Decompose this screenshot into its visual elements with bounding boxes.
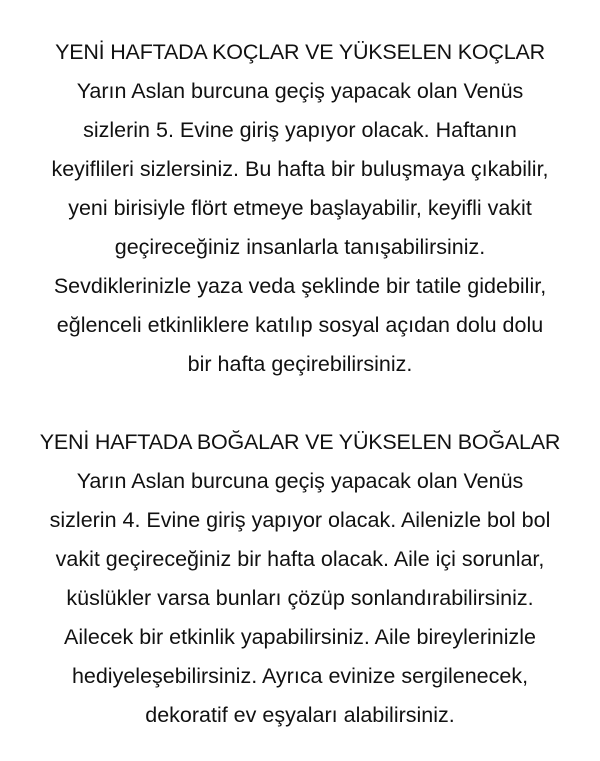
paragraph-line: Yarın Aslan burcuna geçiş yapacak olan Venüs <box>76 79 524 103</box>
paragraph-line: Yarın Aslan burcuna geçiş yapacak olan Venüs <box>76 469 524 493</box>
section-spacer <box>0 384 600 423</box>
paragraph-line: keyiflileri sizlersiniz. Bu hafta bir buluşmaya çıkabilir, <box>51 157 549 181</box>
paragraph-line: yeni birisiyle flört etmeye başlayabilir, keyifli vakit <box>68 196 532 220</box>
paragraph-line: hediyeleşebilirsiniz. Ayrıca evinize sergilenecek, <box>71 664 529 688</box>
section-heading: YENİ HAFTADA BOĞALAR VE YÜKSELEN BOĞALAR <box>39 430 561 454</box>
paragraph-line: vakit geçireceğiniz bir hafta olacak. Aile içi sorunlar, <box>55 547 545 571</box>
section-heading: YENİ HAFTADA KOÇLAR VE YÜKSELEN KOÇLAR <box>55 40 545 64</box>
paragraph-line: sizlerin 5. Evine giriş yapıyor olacak. Haftanın <box>83 118 517 142</box>
paragraph-line: eğlenceli etkinliklere katılıp sosyal açıdan dolu dolu <box>56 313 544 337</box>
section-koclar <box>0 33 600 384</box>
paragraph-line: dekoratif ev eşyaları alabilirsiniz. <box>145 703 455 727</box>
paragraph-line: Sevdiklerinizle yaza veda şeklinde bir tatile gidebilir, <box>53 274 547 298</box>
paragraph-line: Ailecek bir etkinlik yapabilirsiniz. Aile bireylerinizle <box>64 625 536 649</box>
paragraph-line: küslükler varsa bunları çözüp sonlandırabilirsiniz. <box>66 586 534 610</box>
paragraph-line: sizlerin 4. Evine giriş yapıyor olacak. Ailenizle bol bol <box>49 508 551 532</box>
paragraph-line: geçireceğiniz insanlarla tanışabilirsiniz. <box>114 235 486 259</box>
section-bogalar <box>0 423 600 735</box>
paragraph-line: bir hafta geçirebilirsiniz. <box>187 352 413 376</box>
